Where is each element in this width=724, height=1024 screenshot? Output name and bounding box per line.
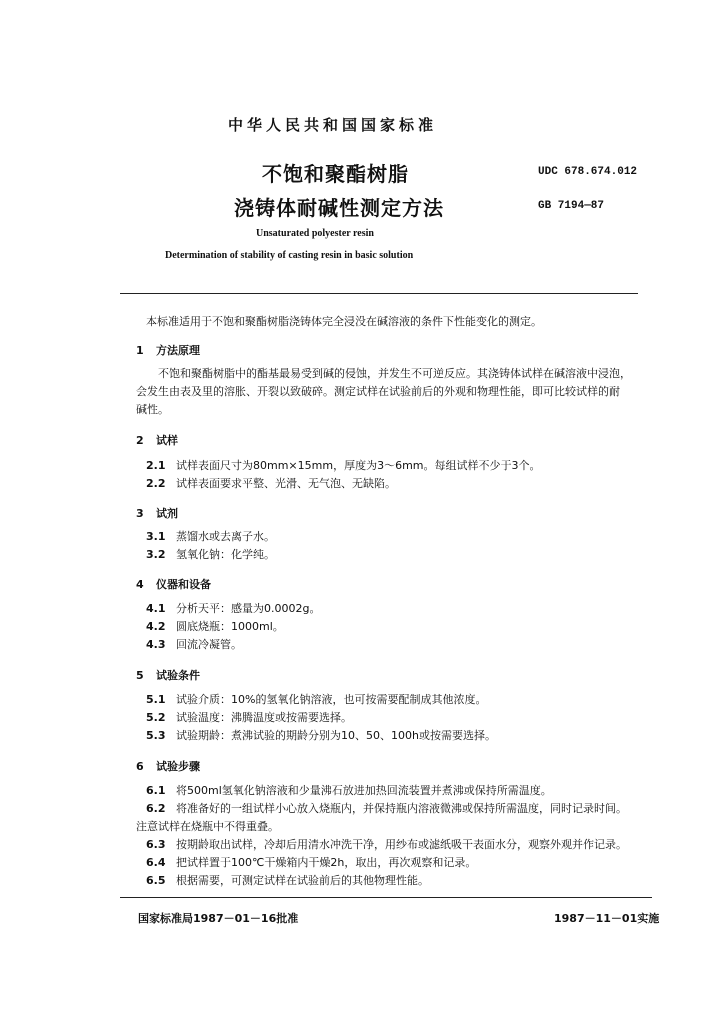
clause-text: 蒸馏水或去离子水。 [176, 530, 275, 543]
header-divider [120, 293, 638, 294]
clause-text: 试验期龄：煮沸试验的期龄分别为10、50、100h或按需要选择。 [176, 729, 496, 742]
clause-4-2 [146, 621, 284, 632]
section-number: 1 [136, 344, 144, 357]
clause-3-2 [146, 549, 275, 560]
clause-6-1 [146, 785, 552, 796]
footer-divider [120, 897, 652, 898]
clause-number: 6.3 [146, 838, 166, 851]
clause-text: 圆底烧瓶：1000ml。 [176, 620, 284, 633]
section-title: 试样 [156, 434, 178, 447]
title-en-line-2: Determination of stability of casting resin in basic solution [165, 250, 414, 261]
clause-text: 试验温度：沸腾温度或按需要选择。 [176, 711, 352, 724]
clause-text: 按期龄取出试样，冷却后用清水冲洗干净，用纱布或滤纸吸干表面水分，观察外观并作记录。 [176, 838, 627, 851]
section-title: 试剂 [156, 507, 178, 520]
section-number: 6 [136, 760, 144, 773]
clause-text: 根据需要，可测定试样在试验前后的其他物理性能。 [176, 874, 429, 887]
section-number: 4 [136, 578, 144, 591]
national-standard-heading: 中华人民共和国国家标准 [228, 116, 438, 134]
implementation-date: 1987－11－01实施 [554, 912, 660, 925]
clause-text: 分析天平：感量为0.0002g。 [176, 602, 321, 615]
udc-code: UDC 678.674.012 [538, 166, 638, 178]
clause-number: 5.2 [146, 711, 166, 724]
clause-number: 5.3 [146, 729, 166, 742]
clause-5-3 [146, 730, 496, 741]
section-heading-1 [136, 342, 200, 358]
clause-text: 把试样置于100℃干燥箱内干燥2h，取出，再次观察和记录。 [176, 856, 477, 869]
clause-text: 试验介质：10%的氢氧化钠溶液，也可按需要配制成其他浓度。 [176, 693, 487, 706]
section-heading-4 [136, 576, 211, 592]
section-number: 5 [136, 669, 144, 682]
title-zh-line-2: 浇铸体耐碱性测定方法 [234, 196, 444, 220]
section-heading-2 [136, 432, 178, 448]
section-heading-3 [136, 505, 178, 521]
section-heading-5 [136, 667, 200, 683]
clause-text: 将准备好的一组试样小心放入烧瓶内，并保持瓶内溶液微沸或保持所需温度，同时记录时间。 [176, 802, 627, 815]
clause-4-1 [146, 603, 320, 614]
clause-number: 5.1 [146, 693, 166, 706]
clause-number: 3.1 [146, 530, 166, 543]
clause-number: 4.1 [146, 602, 166, 615]
section-title: 仪器和设备 [156, 578, 211, 591]
section-title: 试验条件 [156, 669, 200, 682]
clause-6-5 [146, 875, 429, 886]
section-1-line-1: 不饱和聚酯树脂中的酯基最易受到碱的侵蚀，并发生不可逆反应。其浇铸体试样在碱溶液中浸泡， [158, 367, 631, 380]
clause-number: 2.2 [146, 477, 166, 490]
clause-number: 4.2 [146, 620, 166, 633]
clause-number: 2.1 [146, 459, 166, 472]
section-title: 试验步骤 [156, 760, 200, 773]
clause-number: 6.4 [146, 856, 166, 869]
clause-text: 回流冷凝管。 [176, 638, 242, 651]
section-title: 方法原理 [156, 344, 200, 357]
clause-text: 试样表面尺寸为80mm×15mm，厚度为3～6mm。每组试样不少于3个。 [176, 459, 541, 472]
clause-4-3 [146, 639, 242, 650]
clause-number: 3.2 [146, 548, 166, 561]
section-1-line-3: 碱性。 [136, 403, 169, 416]
clause-text: 氢氧化钠：化学纯。 [176, 548, 275, 561]
clause-number: 6.1 [146, 784, 166, 797]
intro-paragraph: 本标准适用于不饱和聚酯树脂浇铸体完全浸没在碱溶液的条件下性能变化的测定。 [146, 315, 542, 328]
clause-number: 4.3 [146, 638, 166, 651]
clause-2-1 [146, 460, 541, 471]
approval-date: 国家标准局1987－01－16批准 [138, 912, 299, 925]
clause-6-2 [146, 803, 627, 814]
section-1-line-2: 会发生由表及里的溶胀、开裂以致破碎。测定试样在试验前后的外观和物理性能，即可比较试样的耐 [136, 385, 620, 398]
title-en-line-1: Unsaturated polyester resin [256, 228, 374, 239]
clause-5-1 [146, 694, 486, 705]
clause-6-3 [146, 839, 627, 850]
clause-text: 试样表面要求平整、光滑、无气泡、无缺陷。 [176, 477, 396, 490]
clause-6-4 [146, 857, 476, 868]
clause-6-2-continuation: 注意试样在烧瓶中不得重叠。 [136, 820, 279, 833]
section-heading-6 [136, 758, 200, 774]
title-zh-line-1: 不饱和聚酯树脂 [262, 162, 409, 186]
clause-number: 6.2 [146, 802, 166, 815]
clause-3-1 [146, 531, 275, 542]
gb-number: GB 7194—87 [538, 200, 605, 212]
clause-text: 将500ml氢氧化钠溶液和少量沸石放进加热回流装置并煮沸或保持所需温度。 [176, 784, 552, 797]
clause-5-2 [146, 712, 352, 723]
clause-2-2 [146, 478, 396, 489]
clause-number: 6.5 [146, 874, 166, 887]
section-number: 3 [136, 507, 144, 520]
section-number: 2 [136, 434, 144, 447]
